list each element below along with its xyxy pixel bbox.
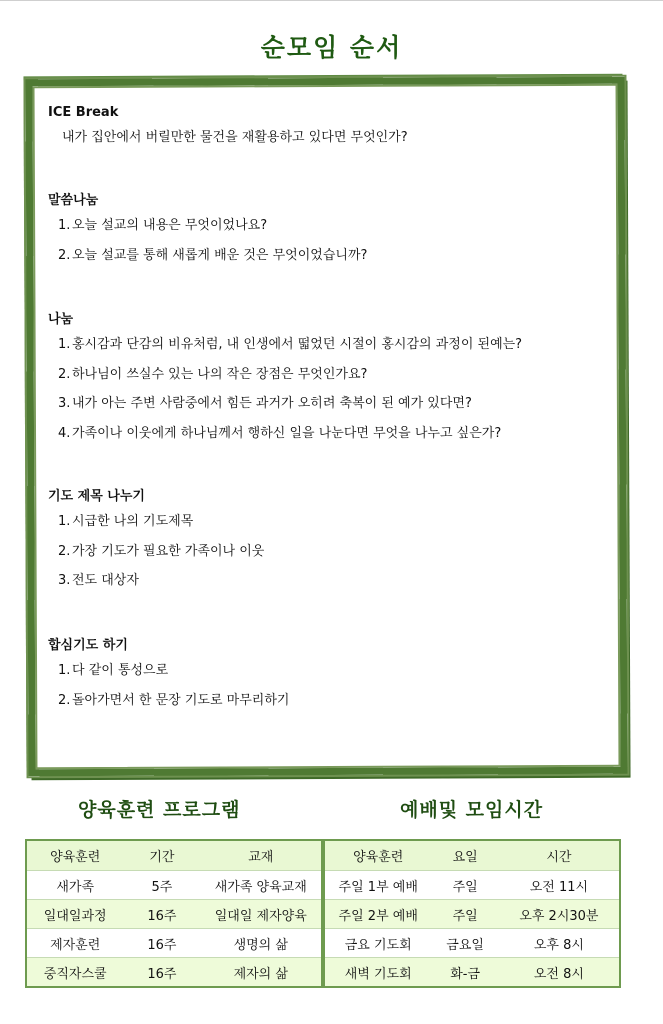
item-text: 홍시감과 단감의 비유처럼, 내 인생에서 떫었던 시절이 홍시감의 과정이 된예는? <box>72 337 523 352</box>
table-cell: 금요 기도회 <box>324 929 431 958</box>
training-table <box>25 839 323 988</box>
top-divider <box>0 0 663 1</box>
item-text: 하나님이 쓰실수 있는 나의 작은 장점은 무엇인가요? <box>72 366 368 382</box>
section-prayer <box>48 487 264 596</box>
table-cell: 오전 11시 <box>499 871 620 900</box>
item-text: 오늘 설교를 통해 새롭게 배운 것은 무엇이었습니까? <box>72 247 368 263</box>
item-number: 1. <box>58 218 71 233</box>
item-number: 2. <box>58 366 71 382</box>
column-header: 교재 <box>201 840 323 871</box>
section-title: 합심기도 하기 <box>48 638 128 653</box>
question-item <box>48 566 264 596</box>
section-title: 기도 제목 나누기 <box>48 489 145 504</box>
section-word <box>48 191 367 270</box>
table-cell: 주일 2부 예배 <box>324 900 431 929</box>
table-row <box>324 900 620 929</box>
table-cell: 오후 8시 <box>499 929 620 958</box>
section-together <box>48 636 289 715</box>
table-row <box>26 900 322 929</box>
column-header: 요일 <box>431 840 498 871</box>
training-title: 양육훈련 프로그램 <box>78 799 241 821</box>
question-item <box>48 686 289 716</box>
table-row <box>324 871 620 900</box>
question-list <box>48 330 522 448</box>
table-cell: 16주 <box>123 958 200 988</box>
table-cell: 주일 1부 예배 <box>324 871 431 900</box>
worship-table <box>323 839 621 988</box>
item-number: 1. <box>58 663 71 678</box>
item-number: 3. <box>58 573 71 588</box>
table-cell: 오후 2시30분 <box>499 900 620 929</box>
worship-title: 예배및 모임시간 <box>400 799 544 821</box>
section-ice-break <box>48 103 408 152</box>
section-share <box>48 310 522 448</box>
table-cell: 새가족 양육교재 <box>201 871 323 900</box>
table-cell: 일대일과정 <box>26 900 123 929</box>
question-item <box>48 419 522 449</box>
question-item <box>48 360 522 390</box>
question-item <box>48 656 289 686</box>
question-list <box>48 656 289 715</box>
column-header: 시간 <box>499 840 620 871</box>
item-text: 돌아가면서 한 문장 기도로 마무리하기 <box>72 692 290 708</box>
item-number: 2. <box>58 543 71 559</box>
item-number: 2. <box>58 247 71 263</box>
item-text: 가족이나 이웃에게 하나님께서 행하신 일을 나눈다면 무엇을 나누고 싶은가? <box>72 425 502 441</box>
page-title: 순모임 순서 <box>260 33 403 62</box>
table-row <box>26 958 322 988</box>
item-number: 2. <box>58 692 71 708</box>
item-number: 1. <box>58 337 71 352</box>
item-text: 시급한 나의 기도제목 <box>72 514 194 529</box>
question-list <box>48 507 264 596</box>
table-cell: 생명의 삶 <box>201 929 323 958</box>
section-text: 내가 집안에서 버릴만한 물건을 재활용하고 있다면 무엇인가? <box>62 130 408 145</box>
table-row <box>26 871 322 900</box>
table-cell: 일대일 제자양육 <box>201 900 323 929</box>
question-item <box>48 537 264 567</box>
table-cell: 오전 8시 <box>499 958 620 988</box>
table-row <box>324 958 620 988</box>
table-cell: 주일 <box>431 900 498 929</box>
table-cell: 새가족 <box>26 871 123 900</box>
item-text: 오늘 설교의 내용은 무엇이었나요? <box>72 218 268 233</box>
table-cell: 중직자스쿨 <box>26 958 123 988</box>
question-item <box>48 241 367 271</box>
item-text: 다 같이 통성으로 <box>72 663 169 678</box>
table-cell: 화-금 <box>431 958 498 988</box>
question-item <box>48 330 522 360</box>
question-item <box>48 507 264 537</box>
column-header: 양육훈련 <box>26 840 123 871</box>
table-row <box>26 929 322 958</box>
column-header: 양육훈련 <box>324 840 431 871</box>
table-row <box>324 929 620 958</box>
item-text: 가장 기도가 필요한 가족이나 이웃 <box>72 543 265 559</box>
table-cell: 주일 <box>431 871 498 900</box>
section-title: 나눔 <box>48 312 74 327</box>
question-item <box>48 389 522 419</box>
table-cell: 제자훈련 <box>26 929 123 958</box>
table-cell: 16주 <box>123 900 200 929</box>
question-list <box>48 211 367 270</box>
item-text: 전도 대상자 <box>72 573 139 588</box>
table-cell: 금요일 <box>431 929 498 958</box>
item-number: 4. <box>58 425 71 441</box>
table-cell: 새벽 기도회 <box>324 958 431 988</box>
table-cell: 5주 <box>123 871 200 900</box>
item-number: 1. <box>58 514 71 529</box>
question-item <box>48 211 367 241</box>
section-title: 말씀나눔 <box>48 193 99 208</box>
column-header: 기간 <box>123 840 200 871</box>
table-cell: 제자의 삶 <box>201 958 323 988</box>
item-number: 3. <box>58 396 71 411</box>
section-title: ICE Break <box>48 105 119 120</box>
table-cell: 16주 <box>123 929 200 958</box>
item-text: 내가 아는 주변 사람중에서 힘든 과거가 오히려 축복이 된 예가 있다면? <box>72 396 472 411</box>
